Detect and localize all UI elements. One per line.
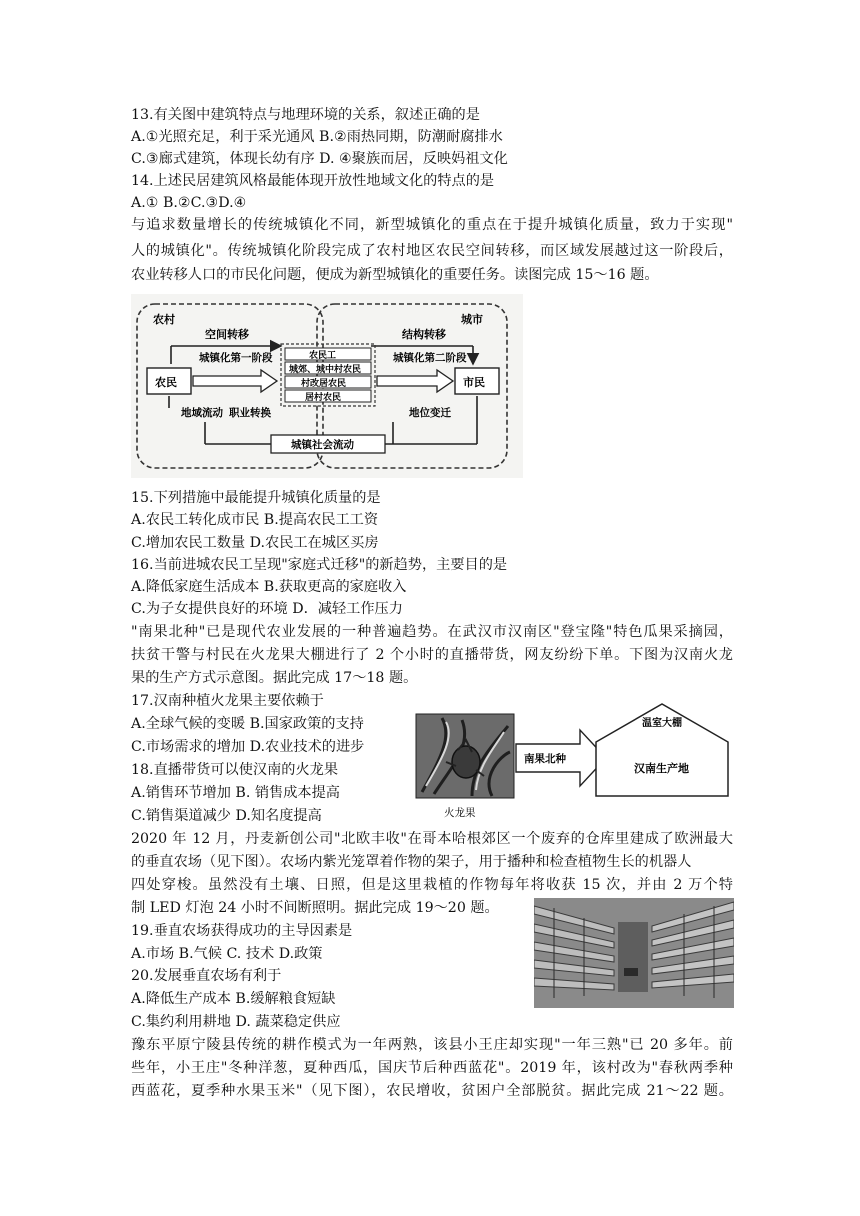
- vertical-farm-photo: [534, 898, 734, 1008]
- q13-options-cd: C.③廊式建筑，体现长幼有序 D. ④聚族而居，反映妈祖文化: [131, 151, 508, 167]
- q14-options: A.① B.②C.③D.④: [131, 195, 247, 211]
- citizen-label: 市民: [463, 376, 485, 389]
- passage4-line3: 西蓝花，夏季种水果玉米"（见下图），农民增收，贫困户全部脱贫。据此完成 21～22 题。: [131, 1083, 733, 1099]
- q17-options-cd: C.市场需求的增加 D.农业技术的进步: [131, 739, 365, 755]
- production-site-label: 汉南生产地: [634, 762, 689, 775]
- group3-label: 村改居农民: [301, 379, 347, 389]
- passage1-line1: 与追求数量增长的传统城镇化不同，新型城镇化的重点在于提升城镇化质量，致力于实现": [131, 217, 733, 233]
- urbanization-diagram-svg: [131, 294, 523, 478]
- q13-stem: 13.有关图中建筑特点与地理环境的关系，叙述正确的是: [131, 107, 480, 123]
- group4-label: 居村农民: [305, 393, 342, 403]
- stage1-label: 城镇化第一阶段: [199, 352, 273, 364]
- passage3-line1: 2020 年 12 月，丹麦新创公司"北欧丰收"在哥本哈根郊区一个废弃的仓库里建成了欧洲最大: [131, 831, 733, 847]
- group2-label: 城郊、城中村农民: [289, 365, 362, 375]
- vertical-farm-photo-art: [534, 898, 734, 1008]
- urban-mobility-label: 城镇社会流动: [291, 439, 354, 451]
- spatial-transfer-label: 空间转移: [205, 328, 249, 341]
- passage3-line2: 的垂直农场（见下图）。农场内紫光笼罩着作物的架子，用于播种和检查植物生长的机器人: [131, 854, 692, 870]
- regional-flow-label: 地域流动: [181, 407, 223, 419]
- urbanization-diagram: [131, 294, 523, 478]
- q18-options-cd: C.销售渠道减少 D.知名度提高: [131, 808, 322, 824]
- q19-stem: 19.垂直农场获得成功的主导因素是: [131, 923, 353, 939]
- group1-label: 农民工: [309, 351, 337, 361]
- q20-options-cd: C.集约利用耕地 D. 蔬菜稳定供应: [131, 1014, 341, 1030]
- q17-stem: 17.汉南种植火龙果主要依赖于: [131, 693, 324, 709]
- south-north-label: 南果北种: [524, 753, 566, 765]
- passage3-line4: 制 LED 灯泡 24 小时不间断照明。据此完成 19～20 题。: [131, 900, 499, 916]
- passage1-line2: 人的城镇化"。传统城镇化阶段完成了农村地区农民空间转移，而区域发展越过这一阶段后，: [131, 243, 733, 259]
- passage4-line2: 些年，小王庄"冬种洋葱，夏种西瓜，国庆节后种西蓝花"。2019 年，该村改为"春秋两季种: [131, 1060, 733, 1076]
- greenhouse-label: 温室大棚: [642, 718, 682, 729]
- q18-stem: 18.直播带货可以使汉南的火龙果: [131, 762, 339, 778]
- q17-options-ab: A.全球气候的变暖 B.国家政策的支持: [131, 716, 364, 732]
- q16-options-ab: A.降低家庭生活成本 B.获取更高的家庭收入: [131, 579, 407, 595]
- structural-transfer-label: 结构转移: [402, 328, 446, 341]
- q13-options-ab: A.①光照充足，利于采光通风 B.②雨热同期，防潮耐腐排水: [131, 129, 503, 145]
- q16-stem: 16.当前进城农民工呈现"家庭式迁移"的新趋势，主要目的是: [131, 557, 508, 573]
- q19-options: A.市场 B.气候 C. 技术 D.政策: [131, 946, 323, 962]
- pitaya-diagram: [412, 696, 734, 824]
- q15-stem: 15.下列措施中最能提升城镇化质量的是: [131, 490, 381, 506]
- passage3-line3: 四处穿梭。虽然没有土壤、日照，但是这里栽植的作物每年将收获 15 次，并由 2 万个特: [131, 877, 733, 893]
- q18-options-ab: A.销售环节增加 B. 销售成本提高: [131, 785, 340, 801]
- q16-options-cd: C.为子女提供良好的环境 D．减轻工作压力: [131, 601, 403, 617]
- passage4-line1: 豫东平原宁陵县传统的耕作模式为一年两熟，该县小王庄却实现"一年三熟"已 20 多年。前: [131, 1037, 733, 1053]
- passage2-line1: "南果北种"已是现代农业发展的一种普遍趋势。在武汉市汉南区"登宝隆"特色瓜果采摘园，: [131, 624, 733, 640]
- q15-options-ab: A.农民工转化成市民 B.提高农民工工资: [131, 512, 379, 528]
- passage1-line3: 农业转移人口的市民化问题，便成为新型城镇化的重要任务。读图完成 15～16 题。: [131, 267, 659, 283]
- passage2-line3: 果的生产方式示意图。据此完成 17～18 题。: [131, 670, 418, 686]
- city-label: 城市: [461, 313, 483, 326]
- q15-options-cd: C.增加农民工数量 D.农民工在城区买房: [131, 535, 379, 551]
- q14-stem: 14.上述民居建筑风格最能体现开放性地域文化的特点的是: [131, 173, 495, 189]
- farmer-label: 农民: [155, 376, 177, 389]
- pitaya-caption: 火龙果: [444, 807, 476, 819]
- occupation-change-label: 职业转换: [229, 407, 271, 419]
- passage2-line2: 扶贫干警与村民在火龙果大棚进行了 2 个小时的直播带货，网友纷纷下单。下图为汉南火龙: [131, 647, 733, 663]
- pitaya-diagram-svg: [412, 696, 734, 824]
- q20-options-ab: A.降低生产成本 B.缓解粮食短缺: [131, 991, 336, 1007]
- rural-label: 农村: [153, 313, 175, 326]
- status-change-label: 地位变迁: [409, 407, 451, 419]
- stage2-label: 城镇化第二阶段: [393, 352, 467, 364]
- q20-stem: 20.发展垂直农场有利于: [131, 968, 282, 984]
